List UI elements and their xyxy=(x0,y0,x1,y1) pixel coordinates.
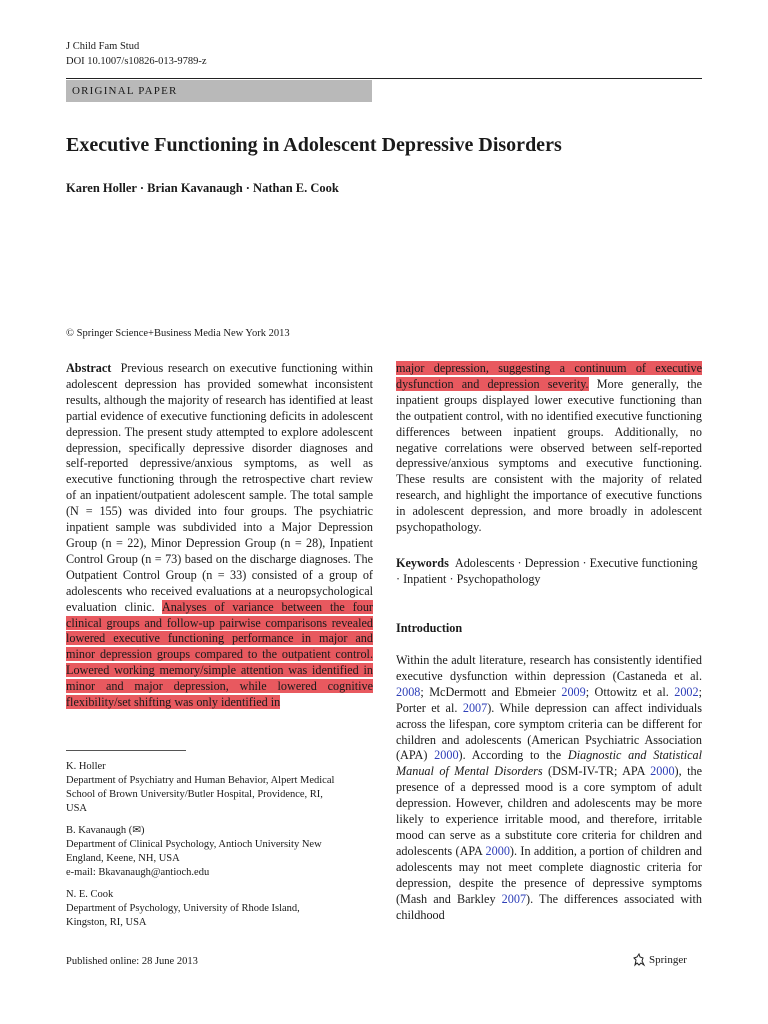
abstract-label: Abstract xyxy=(66,361,112,375)
intro-text: ). The differences associated with childhood xyxy=(396,891,702,922)
introduction-text xyxy=(396,653,702,923)
affiliation-line: Department of Psychiatry and Human Behavior, Alpert Medical xyxy=(66,775,335,786)
intro-text: ), the presence of a depressed mood is a core symptom of adult depression. However, children and adolescents may be more likely to experience irritable mood, and therefore, irritable mood can serve as a substitute core criteria for children and adolescents (APA xyxy=(396,764,702,858)
affiliation-line: Kingston, RI, USA xyxy=(66,917,147,928)
affiliation-line: USA xyxy=(66,803,88,814)
copyright-line: © Springer Science+Business Media New York 2013 xyxy=(66,328,290,339)
intro-text: Within the adult literature, research has consistently identified executive dysfunction within depression (Castaneda et al. xyxy=(396,653,702,683)
intro-text: (DSM-IV-TR; APA xyxy=(542,764,651,779)
intro-text: ; McDermott and Ebmeier xyxy=(420,684,562,699)
affiliation-name: N. E. Cook xyxy=(66,889,114,900)
affiliation-line: Department of Clinical Psychology, Antioch University New xyxy=(66,839,322,850)
keywords-label: Keywords xyxy=(396,556,449,570)
citation-link[interactable]: 2000 xyxy=(485,843,510,858)
affiliation-name: K. Holler xyxy=(66,761,106,772)
doi: DOI 10.1007/s10826-013-9789-z xyxy=(66,56,207,67)
citation-link[interactable]: 2008 xyxy=(396,684,421,699)
citation-link[interactable]: 2002 xyxy=(674,684,699,699)
citation-link[interactable]: 2007 xyxy=(462,700,488,715)
abstract-continued-text: More generally, the inpatient groups displayed lower executive functioning than the outpatient control, with no identified executive functioning differences between inpatient groups. Additionally, no negative correlations were observed between self-reported depressive/anxious symptoms and executive functioning. These results are consistent with the majority of related research, and highlight the importance of executive functions in adolescent depression, and more broadly in adolescent psychopathology. xyxy=(396,376,702,535)
affiliation-rule xyxy=(66,750,186,751)
abstract-continued-highlight: major depression, suggesting a continuum of executive dysfunction and depression severity. xyxy=(396,361,702,391)
email-link[interactable]: e-mail: Bkavanaugh@antioch.edu xyxy=(66,867,210,878)
article-type-banner: ORIGINAL PAPER xyxy=(66,80,372,102)
affiliation-line: England, Keene, NH, USA xyxy=(66,853,180,864)
paper-title: Executive Functioning in Adolescent Depressive Disorders xyxy=(66,134,562,156)
citation-link[interactable]: 2007 xyxy=(501,891,527,906)
abstract xyxy=(66,361,373,711)
springer-horse-icon xyxy=(632,953,646,967)
header-rule xyxy=(66,78,702,79)
affiliation-name: B. Kavanaugh (✉) xyxy=(66,825,145,836)
intro-text: ). In addition, a portion of children and adolescents may not meet complete diagnostic criteria for depression, despite the presence of depressive symptoms (Mash and Barkley xyxy=(396,843,702,906)
affiliation-kavanaugh xyxy=(66,824,372,880)
journal-name: J Child Fam Stud xyxy=(66,41,140,52)
keywords-text: Adolescents · Depression · Executive functioning · Inpatient · Psychopathology xyxy=(396,556,698,586)
keywords xyxy=(396,556,702,588)
publisher-name: Springer xyxy=(649,954,687,966)
abstract-highlight: Analyses of variance between the four clinical groups and follow-up pairwise comparisons revealed lowered executive functioning performance in major and minor depression groups compared to the outpatient control. Lowered working memory/simple attention was identified in minor and major depression, while lowered cognitive flexibility/set shifting was only identified in xyxy=(66,599,373,710)
publisher-logo xyxy=(632,953,687,967)
intro-text: ; Ottowitz et al. xyxy=(585,684,675,699)
author-list: Karen Holler · Brian Kavanaugh · Nathan E. Cook xyxy=(66,181,339,195)
intro-text: ). While depression can affect individuals across the lifespan, core symptom criteria can be different for children and adolescents (American Psychiatric Association (APA) xyxy=(396,700,702,763)
affiliation-holler xyxy=(66,760,372,816)
dsm-title: Diagnostic and Statistical Manual of Mental Disorders xyxy=(396,748,702,779)
published-date: Published online: 28 June 2013 xyxy=(66,956,198,967)
citation-link[interactable]: 2009 xyxy=(561,684,586,699)
section-heading-introduction: Introduction xyxy=(396,621,463,635)
intro-text: ). According to the xyxy=(458,748,568,763)
affiliation-cook xyxy=(66,888,372,930)
affiliation-line: School of Brown University/Butler Hospital, Providence, RI, xyxy=(66,789,323,800)
abstract-continued xyxy=(396,361,702,536)
abstract-text: Previous research on executive functioning within adolescent depression has provided somewhat inconsistent results, although the majority of research has identified at least partial evidence of executive functioning deficits in adolescent depression. The present study attempted to explore adolescent depression, specifically depressive disorder diagnoses and self-reported depressive/anxious symptoms, as well as executive functioning through the retrospective chart review of an inpatient/outpatient adolescent sample. The total sample (N = 155) was divided into four groups. The psychiatric inpatient sample was subdivided into a Major Depression Group (n = 22), Minor Depression Group (n = 28), Inpatient Control Group (n = 73) based on the discharge diagnoses. The Outpatient Control Group (n = 33) consisted of a group of adolescents who received evaluations at a neuropsychological evaluation clinic. xyxy=(66,361,374,614)
citation-link[interactable]: 2000 xyxy=(650,764,675,779)
citation-link[interactable]: 2000 xyxy=(434,748,459,763)
intro-text: ; Porter et al. xyxy=(396,684,702,715)
affiliation-line: Department of Psychology, University of Rhode Island, xyxy=(66,903,300,914)
